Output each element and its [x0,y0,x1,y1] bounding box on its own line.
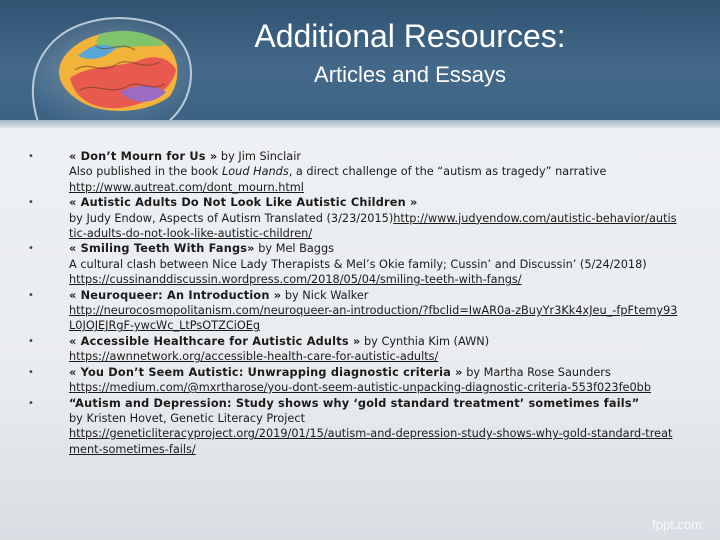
bullet-icon: • [28,243,34,255]
resource-byline: by Cynthia Kim (AWN) [360,334,490,348]
list-item [28,365,678,396]
header-divider [0,120,720,128]
brain-icon [0,0,200,128]
resource-description: A cultural clash between Nice Lady Therapists & Mel’s Okie family; Cussin’ and Discussin’ (5/24/2018) [69,257,647,271]
resource-link[interactable]: https://awnnetwork.org/accessible-health-care-for-autistic-adults/ [69,350,439,364]
slide-header [0,0,720,128]
list-item [28,195,678,241]
resource-link[interactable]: https://geneticliteracyproject.org/2019/01/15/autism-and-depression-study-shows-why-gold-standard-treatment-sometimes-fails/ [69,427,673,456]
resource-title: « Accessible Healthcare for Autistic Adults » [69,334,361,348]
bullet-icon: • [28,289,34,301]
slide-title: Additional Resources: [254,18,566,54]
bullet-icon: • [28,335,34,347]
list-item [28,241,678,287]
resource-byline: by Nick Walker [281,288,369,302]
watermark-text: fppt.com [652,517,702,532]
resource-list [28,149,678,457]
resource-title: « Smiling Teeth With Fangs» [69,242,255,256]
resource-title: « Don’t Mourn for Us » [69,150,218,163]
resource-byline: by Mel Baggs [254,242,335,256]
bullet-icon: • [28,197,34,209]
resource-title: « You Don’t Seem Autistic: Unwrapping diagnostic criteria » [69,365,463,379]
bullet-icon: • [28,397,34,409]
bullet-icon: • [28,366,34,378]
resource-description-end: , a direct challenge of the “autism as tragedy” narrative [288,165,607,179]
slide-subtitle: Articles and Essays [314,62,506,87]
resource-link[interactable]: http://neurocosmopolitanism.com/neuroqueer-an-introduction/?fbclid=IwAR0a-zBuyYr3Kk4xJeu_-fpFtemy93L0JOJEJRgF-ywcWc_LtPsOTZCiOEg [69,304,678,333]
resource-title: “Autism and Depression: Study shows why ‘gold standard treatment’ sometimes fails” [69,396,640,410]
resource-byline: by Judy Endow, Aspects of Autism Translated (3/23/2015) [69,211,394,225]
resource-link[interactable]: https://medium.com/@mxrtharose/you-dont-seem-autistic-unpacking-diagnostic-criteria-553f023fe0bb [69,381,652,395]
resource-byline: by Martha Rose Saunders [462,365,611,379]
list-item [28,149,678,195]
resource-link[interactable]: http://www.judyendow.com/autistic-behavior/autistic-adults-do-not-look-like-autistic-children/ [69,211,677,241]
resource-byline: by Kristen Hovet, Genetic Literacy Project [69,411,306,425]
resource-byline: by Jim Sinclair [217,150,301,163]
resource-title: « Autistic Adults Do Not Look Like Autistic Children » [69,196,418,210]
resource-link[interactable]: http://www.autreat.com/dont_mourn.html [69,180,304,194]
slide-body [0,128,720,540]
book-title: Loud Hands [221,165,289,179]
resource-description: Also published in the book [69,165,222,179]
list-item [28,334,678,365]
resource-link[interactable]: https://cussinanddiscussin.wordpress.com/2018/05/04/smiling-teeth-with-fangs/ [69,273,522,287]
list-item [28,396,678,458]
list-item [28,288,678,334]
bullet-icon: • [28,151,34,162]
resource-title: « Neuroqueer: An Introduction » [69,288,282,302]
